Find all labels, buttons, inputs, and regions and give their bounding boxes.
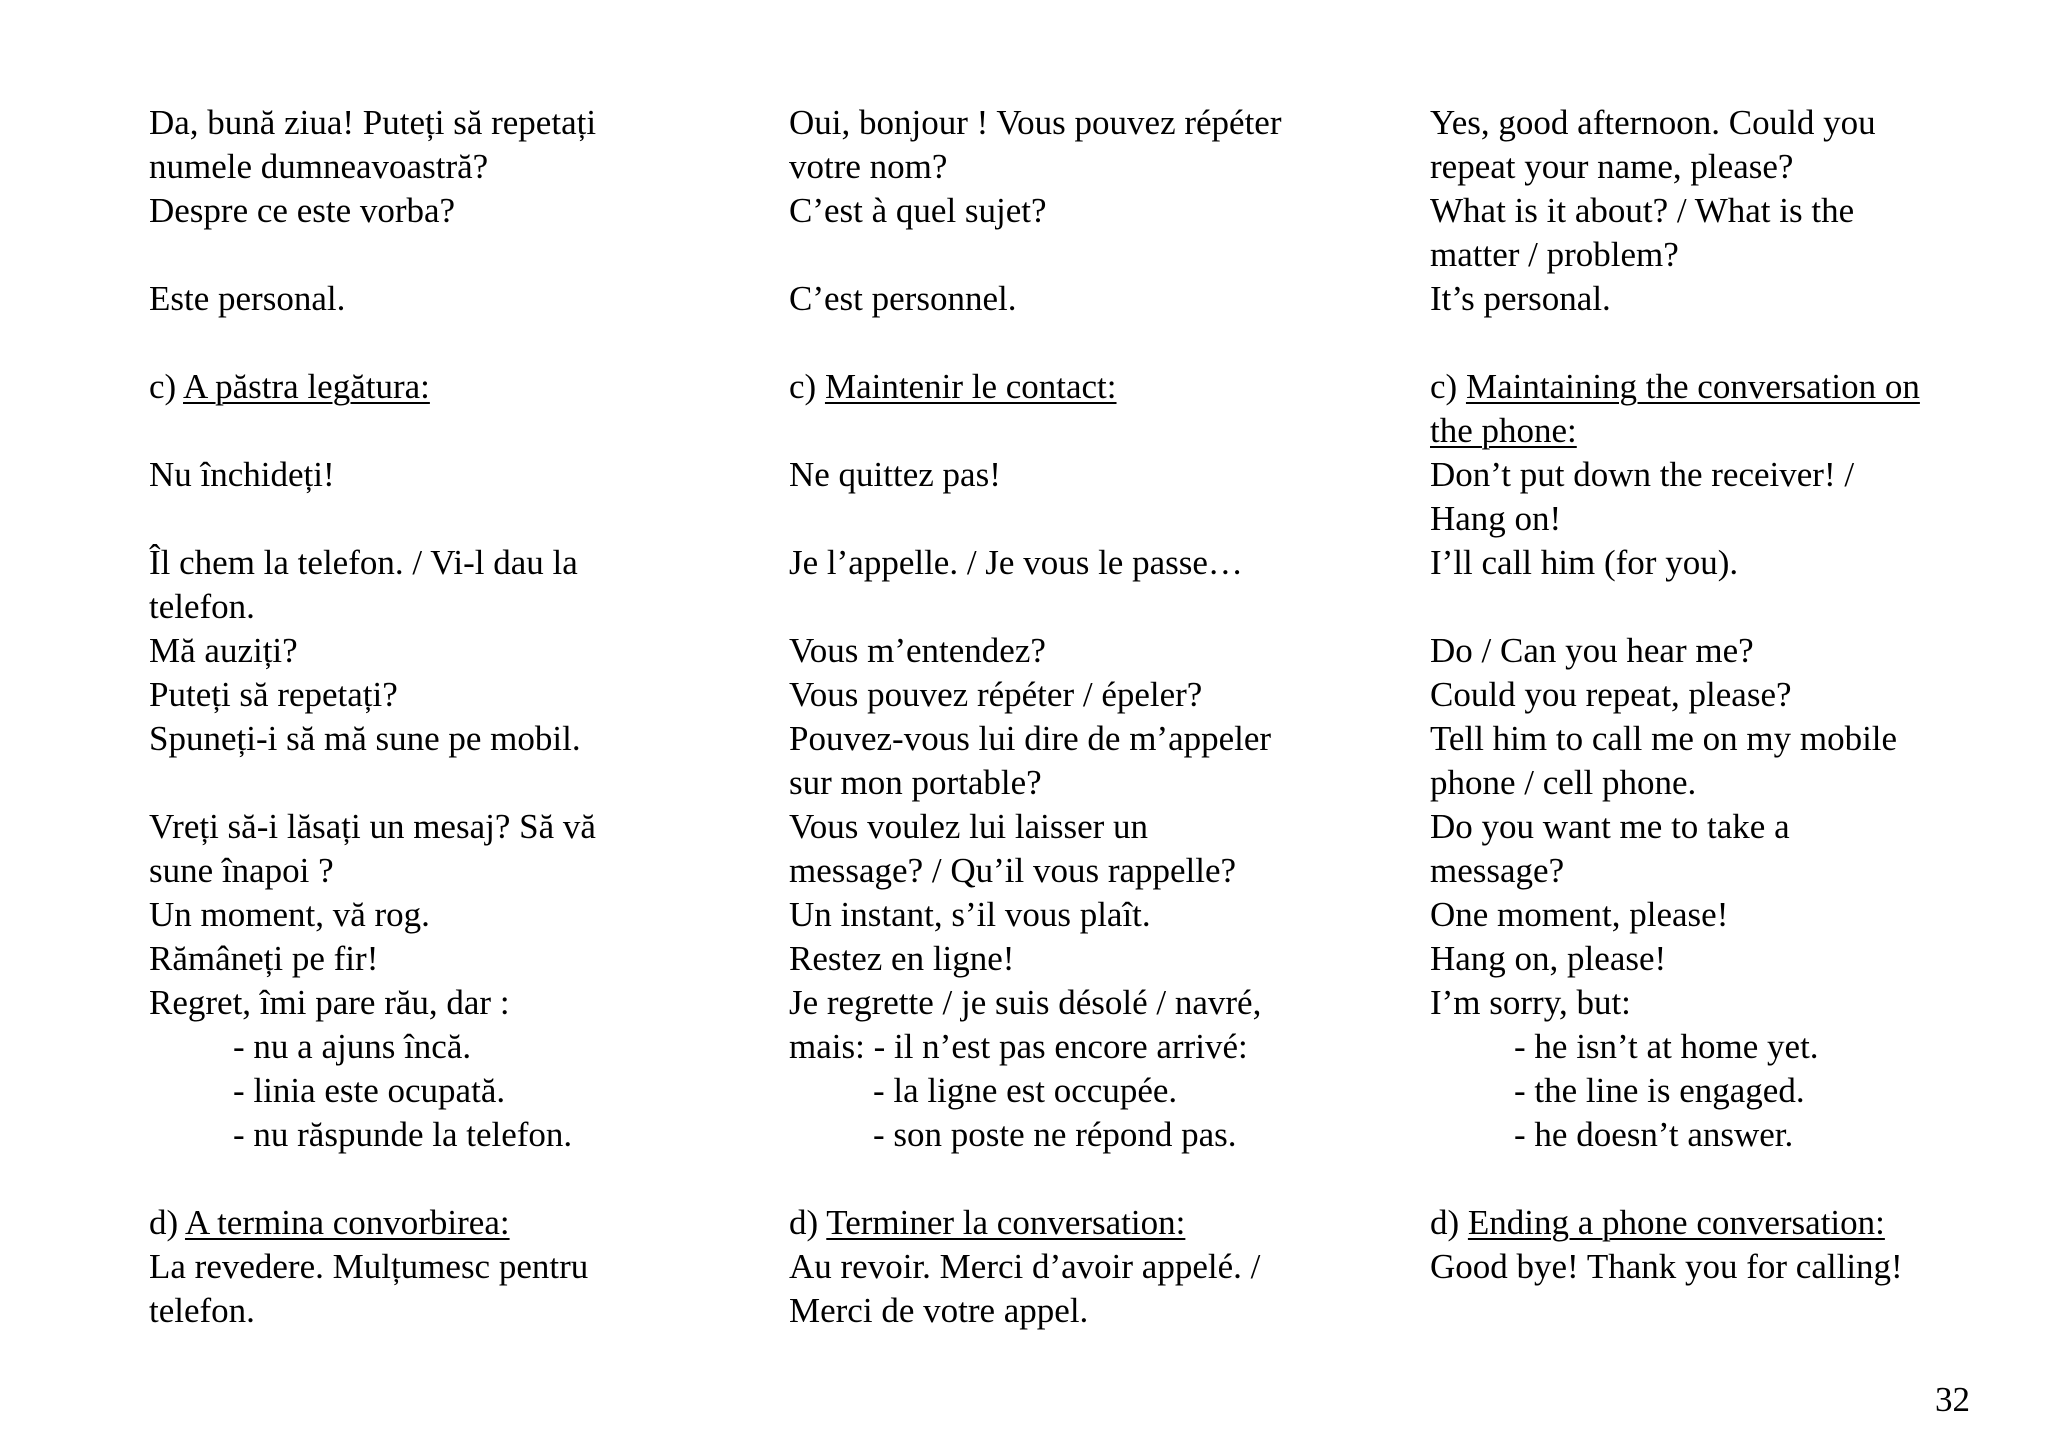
text-line: Hang on! bbox=[1430, 499, 1562, 538]
text-line: Good bye! Thank you for calling! bbox=[1430, 1247, 1903, 1286]
section-heading-c-continued bbox=[1430, 409, 2020, 453]
text-line: votre nom? bbox=[789, 147, 948, 186]
text-line: message? bbox=[1430, 851, 1565, 890]
text-line: Regret, îmi pare rău, dar : bbox=[149, 983, 510, 1022]
section-prefix: d) bbox=[149, 1203, 185, 1242]
section-title: Maintaining the conversation on bbox=[1465, 367, 1920, 406]
section-heading-d bbox=[149, 1201, 709, 1245]
text-line: Could you repeat, please? bbox=[1430, 675, 1792, 714]
text-line: Vous pouvez répéter / épeler? bbox=[789, 675, 1203, 714]
text-line: Pouvez-vous lui dire de m’appeler bbox=[789, 719, 1272, 758]
text-line: phone / cell phone. bbox=[1430, 763, 1697, 802]
text-line: Ne quittez pas! bbox=[789, 455, 1001, 494]
text-line: Oui, bonjour ! Vous pouvez répéter bbox=[789, 103, 1282, 142]
text-line: repeat your name, please? bbox=[1430, 147, 1794, 186]
text-line: Do you want me to take a bbox=[1430, 807, 1790, 846]
text-line: sune înapoi ? bbox=[149, 851, 334, 890]
blank-line bbox=[789, 585, 1389, 629]
blank-line bbox=[149, 497, 709, 541]
blank-line bbox=[149, 321, 709, 365]
text-line: matter / problem? bbox=[1430, 235, 1679, 274]
section-heading-c bbox=[789, 365, 1389, 409]
text-line: I’ll call him (for you). bbox=[1430, 543, 1739, 582]
blank-line bbox=[789, 1157, 1389, 1201]
text-line: What is it about? / What is the bbox=[1430, 191, 1855, 230]
text-line: telefon. bbox=[149, 587, 255, 626]
list-item: - he isn’t at home yet. bbox=[1514, 1027, 1819, 1066]
text-line: Rămâneți pe fir! bbox=[149, 939, 379, 978]
text-line: Restez en ligne! bbox=[789, 939, 1015, 978]
blank-line bbox=[789, 409, 1389, 453]
text-line: Vous m’entendez? bbox=[789, 631, 1046, 670]
column-french bbox=[789, 101, 1389, 1333]
section-title: Maintenir le contact: bbox=[824, 367, 1117, 406]
text-line: C’est à quel sujet? bbox=[789, 191, 1047, 230]
blank-line bbox=[1430, 321, 2020, 365]
list-item: - he doesn’t answer. bbox=[1514, 1115, 1794, 1154]
text-line: Merci de votre appel. bbox=[789, 1291, 1089, 1330]
text-line: telefon. bbox=[149, 1291, 255, 1330]
text-line: Despre ce este vorba? bbox=[149, 191, 456, 230]
text-line: mais: - il n’est pas encore arrivé: bbox=[789, 1027, 1248, 1066]
section-title-continued: the phone: bbox=[1430, 411, 1577, 450]
section-prefix: d) bbox=[1430, 1203, 1468, 1242]
list-item: - the line is engaged. bbox=[1514, 1071, 1805, 1110]
text-line: Au revoir. Merci d’avoir appelé. / bbox=[789, 1247, 1261, 1286]
text-line: sur mon portable? bbox=[789, 763, 1042, 802]
column-romanian bbox=[149, 101, 709, 1333]
section-title: Ending a phone conversation: bbox=[1467, 1203, 1885, 1242]
text-line: Vous voulez lui laisser un bbox=[789, 807, 1149, 846]
list-item: - son poste ne répond pas. bbox=[873, 1115, 1237, 1154]
section-title: Terminer la conversation: bbox=[826, 1203, 1186, 1242]
blank-line bbox=[149, 1157, 709, 1201]
text-line: It’s personal. bbox=[1430, 279, 1611, 318]
text-line: Nu închideți! bbox=[149, 455, 335, 494]
text-line: Este personal. bbox=[149, 279, 346, 318]
blank-line bbox=[149, 761, 709, 805]
section-title: A termina convorbirea: bbox=[184, 1203, 510, 1242]
text-line: One moment, please! bbox=[1430, 895, 1729, 934]
blank-line bbox=[789, 321, 1389, 365]
section-prefix: c) bbox=[789, 367, 825, 406]
text-line: Îl chem la telefon. / Vi-l dau la bbox=[149, 543, 578, 582]
blank-line bbox=[1430, 1157, 2020, 1201]
blank-line bbox=[1430, 585, 2020, 629]
list-item: - linia este ocupată. bbox=[233, 1071, 506, 1110]
section-heading-c bbox=[149, 365, 709, 409]
section-prefix: c) bbox=[1430, 367, 1466, 406]
text-line: Tell him to call me on my mobile bbox=[1430, 719, 1898, 758]
section-prefix: d) bbox=[789, 1203, 827, 1242]
blank-line bbox=[789, 233, 1389, 277]
section-heading-c bbox=[1430, 365, 2020, 409]
text-line: Un instant, s’il vous plaît. bbox=[789, 895, 1151, 934]
text-line: Mă auziți? bbox=[149, 631, 298, 670]
text-line: Don’t put down the receiver! / bbox=[1430, 455, 1855, 494]
blank-line bbox=[789, 497, 1389, 541]
text-line: I’m sorry, but: bbox=[1430, 983, 1631, 1022]
text-line: Hang on, please! bbox=[1430, 939, 1667, 978]
text-line: Vreți să-i lăsați un mesaj? Să vă bbox=[149, 807, 596, 846]
text-line: Puteți să repetați? bbox=[149, 675, 398, 714]
text-line: Un moment, vă rog. bbox=[149, 895, 430, 934]
blank-line bbox=[149, 233, 709, 277]
text-line: numele dumneavoastră? bbox=[149, 147, 489, 186]
text-line: message? / Qu’il vous rappelle? bbox=[789, 851, 1237, 890]
section-heading-d bbox=[1430, 1201, 2020, 1245]
page-number: 32 bbox=[1935, 1380, 1970, 1419]
list-item: - la ligne est occupée. bbox=[873, 1071, 1178, 1110]
section-prefix: c) bbox=[149, 367, 184, 406]
section-heading-d bbox=[789, 1201, 1389, 1245]
text-line: Je regrette / je suis désolé / navré, bbox=[789, 983, 1262, 1022]
text-line: Yes, good afternoon. Could you bbox=[1430, 103, 1876, 142]
section-title: A păstra legătura: bbox=[183, 367, 430, 406]
list-item: - nu răspunde la telefon. bbox=[233, 1115, 573, 1154]
blank-line bbox=[149, 409, 709, 453]
text-line: Do / Can you hear me? bbox=[1430, 631, 1754, 670]
text-line: C’est personnel. bbox=[789, 279, 1017, 318]
text-line: Spuneți-i să mă sune pe mobil. bbox=[149, 719, 581, 758]
column-english bbox=[1430, 101, 2020, 1289]
text-line: Je l’appelle. / Je vous le passe… bbox=[789, 543, 1243, 582]
text-line: La revedere. Mulțumesc pentru bbox=[149, 1247, 589, 1286]
list-item: - nu a ajuns încă. bbox=[233, 1027, 472, 1066]
text-line: Da, bună ziua! Puteți să repetați bbox=[149, 103, 597, 142]
